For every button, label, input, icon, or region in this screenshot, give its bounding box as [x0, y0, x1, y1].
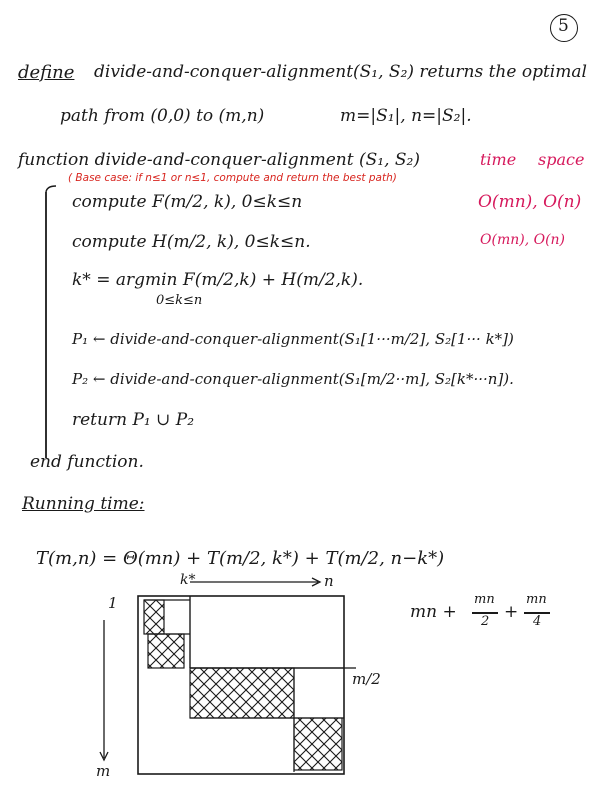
kstar-subscript: 0≤k≤n — [156, 293, 203, 308]
diagram-label-m2: m/2 — [352, 670, 381, 688]
diagram-label-n: n — [324, 572, 334, 590]
sum-lead: mn + — [410, 602, 457, 622]
recurrence: T(m,n) = Θ(mn) + T(m/2, k*) + T(m/2, n−k*) — [36, 548, 445, 569]
diagram-label-kstar: k* — [180, 572, 196, 588]
sum-frac2-den: 4 — [533, 614, 542, 629]
compute-F-cost: O(mn), O(n) — [478, 192, 582, 212]
define-signature: divide-and-conquer-alignment(S₁, S₂) returns the optimal — [94, 62, 587, 82]
col-time-label: time — [480, 150, 517, 169]
base-case-note: ( Base case: if n≤1 or n≤1, compute and return the best path) — [68, 172, 397, 184]
function-header: function divide-and-conquer-alignment (S₁, S₂) — [18, 150, 420, 170]
running-time-heading: Running time: — [22, 494, 145, 514]
define-path: path from (0,0) to (m,n) — [60, 106, 265, 126]
p1-line: P₁ ← divide-and-conquer-alignment(S₁[1···m/2], S₂[1··· k*]) — [72, 330, 514, 348]
compute-F-line: compute F(m/2, k), 0≤k≤n — [72, 192, 303, 212]
subproblem-top-left-b — [148, 634, 184, 668]
sum-plus: + — [504, 602, 519, 622]
compute-H-line: compute H(m/2, k), 0≤k≤n. — [72, 232, 311, 252]
p2-line: P₂ ← divide-and-conquer-alignment(S₁[m/2··m], S₂[k*···n]). — [72, 370, 514, 388]
subproblem-top-left-a — [144, 600, 164, 634]
diagram-label-m: m — [96, 762, 111, 780]
col-space-label: space — [538, 150, 585, 169]
compute-H-cost: O(mn), O(n) — [480, 232, 566, 248]
return-line: return P₁ ∪ P₂ — [72, 410, 195, 430]
sum-frac1-den: 2 — [481, 614, 490, 629]
define-keyword: define — [18, 62, 75, 83]
page-number: 5 — [558, 16, 569, 36]
end-function: end function. — [30, 452, 144, 472]
sum-frac2-num: mn — [526, 592, 547, 607]
diagram-label-1: 1 — [108, 594, 118, 612]
subproblem-bottom-right — [294, 718, 342, 770]
define-sizes: m=|S₁|, n=|S₂|. — [340, 106, 472, 126]
sum-frac1-num: mn — [474, 592, 495, 607]
subproblem-mid — [190, 668, 294, 718]
kstar-line: k* = argmin F(m/2,k) + H(m/2,k). — [72, 270, 364, 290]
base-case-bracket-top — [46, 186, 56, 192]
